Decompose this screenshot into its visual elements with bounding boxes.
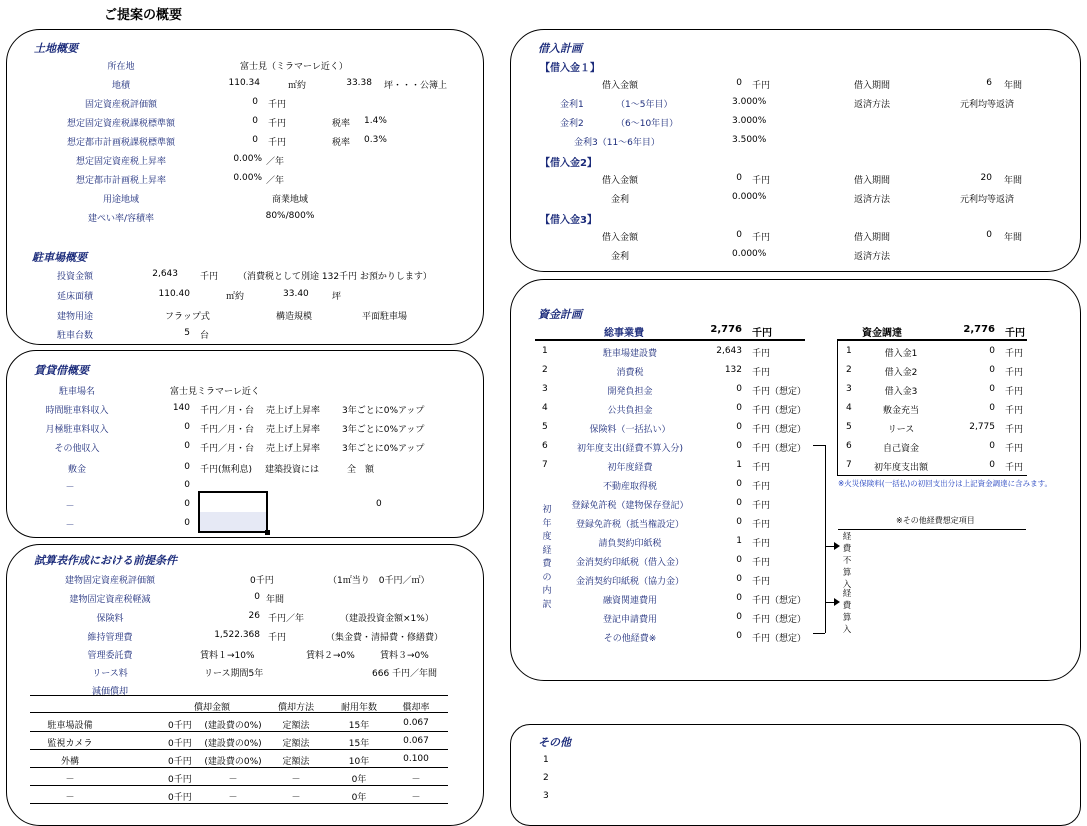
- funds-title: 資金計画: [538, 308, 582, 321]
- land-row-label: 想定固定資産税課税標準額: [66, 119, 175, 129]
- selected-cell[interactable]: [198, 491, 268, 533]
- land-row-label: 建ぺい率/容積率: [87, 214, 155, 224]
- cost-row-number: 7: [542, 460, 548, 470]
- parking-cost: 2,643: [152, 269, 178, 279]
- dep-row-name: 外構: [60, 757, 79, 767]
- dep-row-line: [30, 785, 448, 786]
- cost-row-value: 0: [736, 631, 742, 641]
- premise-row-value: 26: [248, 611, 260, 621]
- rental-extra-right: 0: [376, 499, 382, 509]
- cost-row-unit: 千円（想定）: [752, 634, 807, 644]
- parking-use: フラップ式: [165, 312, 210, 322]
- rate-value: 3.500%: [732, 135, 767, 145]
- premise-row-label: 建物固定資産税軽減: [69, 595, 151, 605]
- loan-unit: 千円: [752, 81, 771, 91]
- cost-row-label: 開発負担金: [607, 387, 653, 397]
- cost-row-label: 登録免許税（抵当権設定）: [575, 520, 684, 530]
- other-item-number: 1: [543, 755, 549, 765]
- cost-row-label: 消費税: [616, 368, 644, 378]
- loan-method: 元利均等返済: [960, 100, 1015, 110]
- rental-row-value: 140: [172, 403, 190, 413]
- dep-header: 耐用年数: [340, 703, 377, 713]
- dep-row-rate: 0.067: [403, 718, 429, 728]
- rate-value: 3.000%: [732, 116, 767, 126]
- cost-total-unit: 千円: [752, 328, 772, 339]
- source-row-value: 0: [989, 384, 995, 394]
- dep-row-amount: 0千円: [168, 721, 192, 731]
- cost-row-unit: 千円: [752, 539, 771, 549]
- cost-row-number: 1: [542, 346, 548, 356]
- rental-row-unit: 千円／月・台: [200, 444, 255, 454]
- cost-row-number: 2: [542, 365, 548, 375]
- land-row-value: 0: [252, 116, 258, 126]
- source-row-value: 0: [989, 460, 995, 470]
- rental-row-note: 3年ごとに0%アップ: [342, 444, 425, 454]
- rental-name: 富士見ミラマーレ近く: [170, 387, 260, 397]
- land-row-tax: 1.4%: [364, 116, 387, 126]
- parking-area: 110.40: [158, 289, 190, 299]
- arrow-right-icon: [834, 542, 840, 550]
- dep-row-line: [30, 749, 448, 750]
- dep-row-method: 定額法: [282, 739, 310, 749]
- dep-header: 償却金額: [193, 703, 230, 713]
- loan3-header: 【借入金3】: [540, 215, 597, 226]
- dep-row-line: [30, 767, 448, 768]
- land-row-value2: 33.38: [346, 78, 372, 88]
- source-row-label: 借入金2: [884, 368, 918, 378]
- cost-header-line: [535, 339, 805, 341]
- loan-method-label: 返済方法: [854, 252, 891, 262]
- land-row-value: 0: [252, 97, 258, 107]
- land-row-unit: 千円: [268, 119, 287, 129]
- cost-row-label: 金消契約印紙税（借入金）: [575, 558, 684, 568]
- rental-row-rise: 売上げ上昇率: [266, 425, 321, 435]
- dep-header: 償却率: [402, 703, 430, 713]
- dep-row-rate: 0.067: [403, 736, 429, 746]
- source-row-label: 自己資金: [882, 444, 919, 454]
- land-row-label: 固定資産税評価額: [84, 100, 157, 110]
- loan-unit: 千円: [752, 176, 771, 186]
- rate-range: （1～5年目）: [616, 100, 673, 110]
- parking-area2-unit: 坪: [332, 292, 342, 302]
- land-row-value: 0.00%: [233, 154, 262, 164]
- rental-extra-value: 0: [184, 499, 190, 509]
- cost-row-number: 4: [542, 403, 548, 413]
- dep-row-rate: －: [411, 775, 421, 785]
- other-item-number: 2: [543, 773, 549, 783]
- premise-row-value: 0千円: [250, 576, 274, 586]
- source-row-label: リース: [887, 425, 915, 435]
- parking-title: 駐車場概要: [32, 251, 87, 264]
- parking-use-label: 建物用途: [56, 312, 93, 322]
- land-row-tax-label: 税率: [332, 138, 351, 148]
- rental-extra-label: －: [65, 483, 75, 493]
- premise-row-label: 保険料: [96, 614, 124, 624]
- premise-row-label: リース料: [92, 669, 128, 679]
- cost-row-label: 不動産取得税: [602, 482, 657, 492]
- cost-row-number: 6: [542, 441, 548, 451]
- cost-row-label: 初年度経費: [607, 463, 653, 473]
- land-row-tax: 0.3%: [364, 135, 387, 145]
- cost-row-value: 0: [736, 498, 742, 508]
- rental-name-label: 駐車場名: [58, 387, 95, 397]
- land-row-value: 商業地域: [271, 195, 308, 205]
- dep-row-name: 駐車場設備: [47, 721, 93, 731]
- rate-label: 金利2: [560, 119, 584, 129]
- source-row-unit: 千円: [1005, 406, 1024, 416]
- dep-header-line: [30, 712, 448, 713]
- loan-method: 元利均等返済: [960, 195, 1015, 205]
- rental-row-rise: 売上げ上昇率: [266, 406, 321, 416]
- rental-extra-value: 0: [184, 518, 190, 528]
- dep-row-years: 15年: [348, 721, 370, 731]
- selected-cell-fill: [200, 512, 266, 531]
- cost-row-label: 保険料（一括払い）: [589, 425, 671, 435]
- loan-right-unit: 年間: [1004, 176, 1023, 186]
- cost-row-label: 駐車場建設費: [602, 349, 657, 359]
- rental-extra-label: －: [65, 502, 75, 512]
- loan-label: 借入金額: [601, 81, 638, 91]
- other-panel: [510, 724, 1081, 826]
- premise-row-unit: 年間: [266, 595, 285, 605]
- source-total: 2,776: [963, 324, 995, 335]
- cost-row-label: 融資関連費用: [602, 596, 657, 606]
- cost-row-value: 0: [736, 422, 742, 432]
- premise-row-value: 1,522.368: [214, 630, 260, 640]
- dep-row-name: 監視カメラ: [47, 739, 93, 749]
- cost-row-value: 2,643: [716, 346, 742, 356]
- cost-row-unit: 千円: [752, 501, 771, 511]
- parking-struct: 平面駐車場: [362, 312, 408, 322]
- land-row-value: 110.34: [228, 78, 260, 88]
- parking-count-unit: 台: [200, 331, 210, 341]
- rental-row-label: その他収入: [54, 444, 100, 454]
- cost-row-value: 1: [736, 460, 742, 470]
- premise-row-note: （集金費・清掃費・修繕費）: [326, 633, 444, 643]
- cost-total: 2,776: [710, 324, 742, 335]
- cost-row-label: 登記申請費用: [602, 615, 657, 625]
- deposit-value: 0: [184, 462, 190, 472]
- premise-row-note: 666 千円／年間: [372, 669, 438, 679]
- source-bottom-line: [837, 475, 1027, 476]
- other-items-line: [838, 529, 1026, 530]
- source-row-label: 借入金1: [884, 349, 918, 359]
- bracket-vertical: [825, 445, 826, 633]
- cost-row-value: 0: [736, 574, 742, 584]
- dep-row-method: －: [291, 793, 301, 803]
- dep-row-years: 0年: [351, 793, 367, 803]
- source-row-unit: 千円: [1005, 387, 1024, 397]
- land-row-unit: ／年: [266, 157, 285, 167]
- land-row-unit: 千円: [268, 100, 287, 110]
- source-row-label: 初年度支出額: [873, 463, 928, 473]
- rate-value: 0.000%: [732, 192, 767, 202]
- land-row-unit: ㎡約: [288, 81, 307, 91]
- cost-row-value: 0: [736, 593, 742, 603]
- source-left-line: [837, 339, 838, 475]
- source-row-value: 0: [989, 365, 995, 375]
- source-row-label: 借入金3: [884, 387, 918, 397]
- land-row-value: 富士見（ミラマーレ近く）: [240, 62, 348, 72]
- loan-right-value: 20: [980, 173, 992, 183]
- parking-cost-note: （消費税として別途 132千円 お預かりします）: [238, 272, 432, 282]
- loan-label: 借入金額: [601, 176, 638, 186]
- rate-label: 金利3（11～6年目）: [574, 138, 660, 148]
- parking-cost-label: 投資金額: [56, 272, 93, 282]
- deposit-unit: 千円(無利息): [200, 465, 253, 475]
- cost-row-label: 請負契約印紙税: [598, 539, 662, 549]
- source-row-number: 1: [846, 346, 852, 356]
- cost-row-unit: 千円: [752, 558, 771, 568]
- dep-row-basis: (建設費の0%): [204, 757, 262, 767]
- premise-row-note: （1㎡当り 0千円／㎡）: [328, 576, 430, 586]
- loan1-header: 【借入金１】: [540, 63, 600, 74]
- deposit-note: 建築投資には: [265, 465, 320, 475]
- cost-row-unit: 千円（想定）: [752, 615, 807, 625]
- bracket-label: 経費算入: [842, 589, 852, 635]
- loan2-header: 【借入金2】: [540, 158, 597, 169]
- parking-count: 5: [184, 328, 190, 338]
- funds-note-other: ※その他経費想定項目: [896, 516, 975, 525]
- land-row-unit: ／年: [266, 176, 285, 186]
- land-row-value: 0: [252, 135, 258, 145]
- source-row-unit: 千円: [1005, 463, 1024, 473]
- cost-row-label: 登録免許税（建物保存登記）: [571, 501, 689, 511]
- rental-row-label: 月極駐車料収入: [45, 425, 109, 435]
- rental-row-note: 3年ごとに0%アップ: [342, 425, 425, 435]
- premise-row-note: （建設投資金額×1%）: [340, 614, 434, 624]
- land-row-tax-label: 税率: [332, 119, 351, 129]
- source-row-label: 敷金充当: [882, 406, 919, 416]
- cost-row-label: 初年度支出(経費不算入分): [576, 444, 684, 454]
- dep-header: 償却方法: [277, 703, 314, 713]
- cost-header: 総事業費: [604, 328, 644, 339]
- dep-row-basis: －: [228, 775, 238, 785]
- dep-row-amount: 0千円: [168, 757, 192, 767]
- dep-row-method: 定額法: [282, 757, 310, 767]
- premise-row-label: 減価償却: [91, 687, 128, 697]
- loan-method-label: 返済方法: [854, 100, 891, 110]
- deposit-note2: 全 額: [347, 465, 375, 475]
- dep-row-rate: －: [411, 793, 421, 803]
- cost-row-value: 0: [736, 384, 742, 394]
- dep-row-basis: －: [228, 793, 238, 803]
- source-row-number: 3: [846, 384, 852, 394]
- land-title: 土地概要: [34, 42, 78, 55]
- cost-row-unit: 千円（想定）: [752, 425, 807, 435]
- source-row-unit: 千円: [1005, 444, 1024, 454]
- cost-row-unit: 千円: [752, 482, 771, 492]
- other-item-number: 3: [543, 791, 549, 801]
- rental-row-unit: 千円／月・台: [200, 425, 255, 435]
- rental-row-value: 0: [184, 422, 190, 432]
- source-row-value: 0: [989, 441, 995, 451]
- bracket-top: [813, 445, 825, 446]
- loan-title: 借入計画: [538, 42, 582, 55]
- page-title: ご提案の概要: [104, 8, 183, 23]
- dep-row-amount: 0千円: [168, 739, 192, 749]
- cost-row-value: 0: [736, 403, 742, 413]
- source-header: 資金調達: [862, 328, 902, 339]
- dep-row-method: 定額法: [282, 721, 310, 731]
- premise-row-unit: 賃料２→0%: [306, 651, 355, 661]
- cost-row-value: 0: [736, 517, 742, 527]
- dep-row-line: [30, 731, 448, 732]
- dep-row-amount: 0千円: [168, 793, 192, 803]
- land-row-unit2: 坪・・・公簿上: [384, 81, 448, 91]
- dep-row-years: 0年: [351, 775, 367, 785]
- dep-row-basis: (建設費の0%): [204, 739, 262, 749]
- source-row-number: 4: [846, 403, 852, 413]
- loan-unit: 千円: [752, 233, 771, 243]
- source-row-number: 7: [846, 460, 852, 470]
- loan-right-unit: 年間: [1004, 233, 1023, 243]
- premise-row-value: 0: [254, 592, 260, 602]
- cost-row-unit: 千円: [752, 577, 771, 587]
- cost-row-unit: 千円（想定）: [752, 406, 807, 416]
- loan-method-label: 返済方法: [854, 195, 891, 205]
- rate-value: 3.000%: [732, 97, 767, 107]
- source-row-value: 0: [989, 403, 995, 413]
- premise-row-label: 維持管理費: [87, 633, 133, 643]
- rental-row-value: 0: [184, 441, 190, 451]
- source-total-unit: 千円: [1005, 328, 1025, 339]
- loan-value: 0: [736, 78, 742, 88]
- rental-row-rise: 売上げ上昇率: [266, 444, 321, 454]
- source-row-value: 2,775: [969, 422, 995, 432]
- parking-count-label: 駐車台数: [56, 331, 93, 341]
- parking-cost-unit: 千円: [200, 272, 219, 282]
- rental-title: 賃貸借概要: [34, 364, 89, 377]
- cost-row-value: 1: [736, 536, 742, 546]
- cost-row-number: 5: [542, 422, 548, 432]
- land-row-label: 地積: [111, 81, 130, 91]
- premise-row-value: 賃料１→10%: [200, 651, 255, 661]
- cost-row-unit: 千円: [752, 349, 771, 359]
- land-row-label: 想定都市計画税課税標準額: [66, 138, 175, 148]
- cost-row-unit: 千円: [752, 368, 771, 378]
- dep-row-name: －: [65, 793, 75, 803]
- loan-right-label: 借入期間: [854, 233, 891, 243]
- dep-row-name: －: [65, 775, 75, 785]
- land-row-label: 用途地域: [102, 195, 139, 205]
- source-row-unit: 千円: [1005, 425, 1024, 435]
- premise-row-label: 建物固定資産税評価額: [64, 576, 155, 586]
- land-row-label: 想定都市計画税上昇率: [75, 176, 166, 186]
- dep-row-years: 15年: [348, 739, 370, 749]
- loan-right-value: 0: [986, 230, 992, 240]
- loan-value: 0: [736, 173, 742, 183]
- loan-right-label: 借入期間: [854, 81, 891, 91]
- deposit-label: 敷金: [67, 465, 86, 475]
- premise-row-unit: 千円: [268, 633, 287, 643]
- rental-extra-value: 0: [184, 480, 190, 490]
- dep-row-rate: 0.100: [403, 754, 429, 764]
- cost-row-label: 金消契約印紙税（協力金）: [575, 577, 684, 587]
- land-row-label: 想定固定資産税上昇率: [75, 157, 166, 167]
- rental-extra-label: －: [65, 521, 75, 531]
- cost-row-unit: 千円（想定）: [752, 444, 807, 454]
- premise-row-unit: 千円／年: [268, 614, 305, 624]
- funds-note-blue: ※火災保険料(一括払)の初回支出分は上記資金調達に含みます。: [838, 479, 1053, 488]
- land-row-label: 所在地: [107, 62, 135, 72]
- source-row-number: 5: [846, 422, 852, 432]
- rate-label: 金利1: [560, 100, 584, 110]
- rate-label: 金利: [610, 195, 629, 205]
- cost-row-value: 0: [736, 441, 742, 451]
- premise-row-value: リース期間5年: [204, 669, 264, 679]
- bracket-label: 経費不算入: [842, 532, 852, 590]
- source-row-number: 2: [846, 365, 852, 375]
- first-year-breakdown-text: 初年度経費の内訳: [542, 505, 552, 610]
- loan-label: 借入金額: [601, 233, 638, 243]
- land-row-value: 80%/800%: [265, 211, 315, 221]
- cost-row-label: 公共負担金: [607, 406, 653, 416]
- cost-row-unit: 千円（想定）: [752, 596, 807, 606]
- source-header-line: [837, 339, 1027, 341]
- arrow-right-icon: [834, 598, 840, 606]
- rate-value: 0.000%: [732, 249, 767, 259]
- rate-label: 金利: [610, 252, 629, 262]
- cost-row-value: 132: [724, 365, 742, 375]
- dep-row-line: [30, 803, 448, 804]
- rental-row-unit: 千円／月・台: [200, 406, 255, 416]
- premise-row-note: 賃料３→0%: [380, 651, 429, 661]
- parking-area-label: 延床面積: [56, 292, 93, 302]
- parking-struct-label: 構造規模: [276, 312, 313, 322]
- rate-range: （6～10年目）: [616, 119, 679, 129]
- loan-right-label: 借入期間: [854, 176, 891, 186]
- loan-right-value: 6: [986, 78, 992, 88]
- loan-value: 0: [736, 230, 742, 240]
- dep-header-top-line: [30, 695, 448, 696]
- cost-row-value: 0: [736, 479, 742, 489]
- cost-row-value: 0: [736, 555, 742, 565]
- parking-area2: 33.40: [283, 289, 309, 299]
- cost-row-value: 0: [736, 612, 742, 622]
- rental-row-note: 3年ごとに0%アップ: [342, 406, 425, 416]
- cost-row-label: その他経費※: [603, 634, 657, 644]
- source-row-unit: 千円: [1005, 349, 1024, 359]
- land-row-value: 0.00%: [233, 173, 262, 183]
- source-row-value: 0: [989, 346, 995, 356]
- fill-handle[interactable]: [265, 530, 270, 535]
- dep-row-basis: (建設費の0%): [204, 721, 262, 731]
- source-row-number: 6: [846, 441, 852, 451]
- premise-title: 試算表作成における前提条件: [34, 554, 177, 567]
- premise-row-label: 管理委託費: [87, 651, 133, 661]
- cost-row-unit: 千円（想定）: [752, 387, 807, 397]
- parking-area-unit: ㎡約: [226, 292, 245, 302]
- dep-row-years: 10年: [348, 757, 370, 767]
- dep-row-amount: 0千円: [168, 775, 192, 785]
- bracket-bottom: [813, 633, 825, 634]
- source-row-unit: 千円: [1005, 368, 1024, 378]
- dep-row-method: －: [291, 775, 301, 785]
- rental-row-label: 時間駐車料収入: [45, 406, 109, 416]
- land-row-unit: 千円: [268, 138, 287, 148]
- cost-row-unit: 千円: [752, 463, 771, 473]
- other-title: その他: [538, 736, 571, 749]
- cost-row-number: 3: [542, 384, 548, 394]
- cost-row-unit: 千円: [752, 520, 771, 530]
- loan-right-unit: 年間: [1004, 81, 1023, 91]
